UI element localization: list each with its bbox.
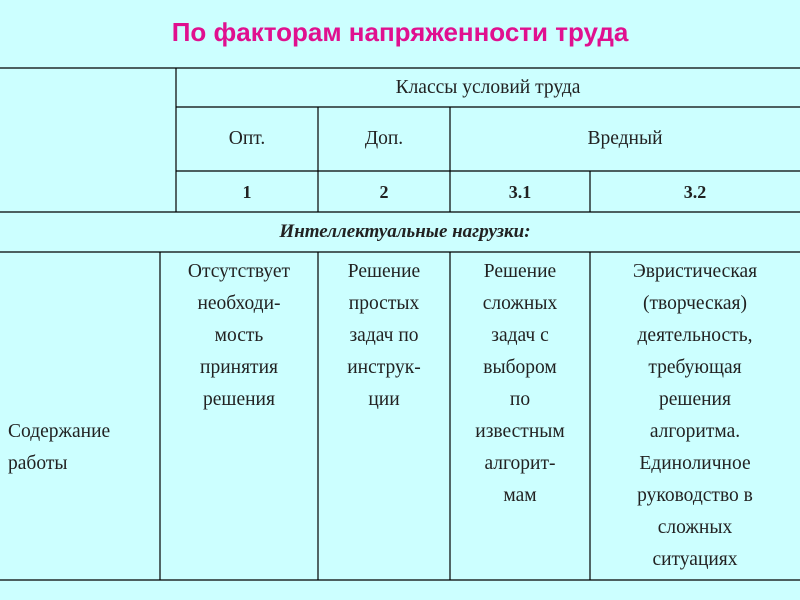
class-number-2: 2 — [379, 181, 389, 202]
cell-class-3-2: Эвристическая (творческая) деятельность, требующая решения алгоритма. Единоличное руководство в сложных ситуациях — [632, 261, 758, 570]
cell-class-2: Решение простых задач по инструк- ции — [347, 261, 421, 410]
header-classes-label: Классы условий труда — [395, 76, 581, 98]
page-title: По факторам напряженности труда — [171, 17, 629, 47]
class-number-1: 1 — [242, 181, 252, 202]
column-header-opt: Опт. — [228, 128, 266, 149]
cell-class-1: Отсутствует необходи- мость принятия решения — [187, 261, 291, 410]
row-label: Содержание работы — [8, 421, 111, 474]
class-number-3-1: 3.1 — [508, 181, 532, 202]
class-number-3-2: 3.2 — [683, 181, 707, 202]
column-header-vredny: Вредный — [587, 128, 663, 149]
section-label: Интеллектуальные нагрузки: — [279, 221, 531, 242]
column-header-dop: Доп. — [364, 128, 404, 149]
cell-class-3-1: Решение сложных задач с выбором по известным алгорит- мам — [475, 261, 565, 506]
